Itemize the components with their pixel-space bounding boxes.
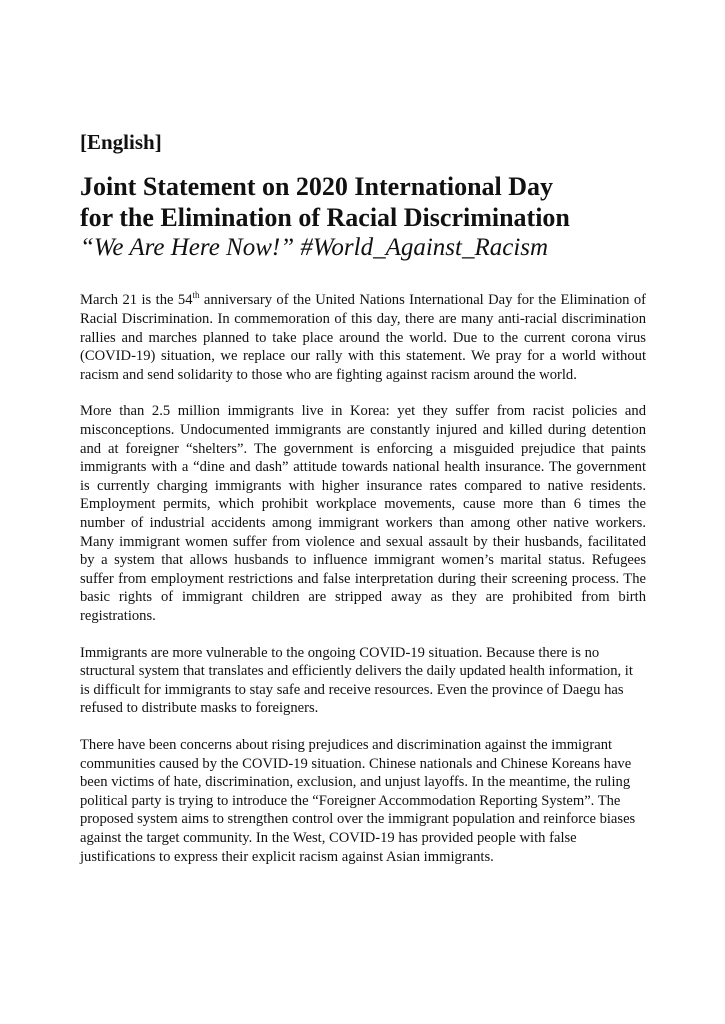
document-page: [80, 130, 646, 884]
title-line-1: Joint Statement on 2020 International Day: [80, 172, 554, 202]
paragraph-1: [80, 291, 646, 384]
language-tag: [English]: [80, 130, 162, 154]
paragraph-4: There have been concerns about rising prejudices and discrimination against the immigrant communities caused by the COVID-19 situation. Chinese nationals and Chinese Koreans have been victims of hate, discrimination, exclusion, and unjust layoffs. In the meantime, the ruling political party is trying to introduce the “Foreigner Accommodation Reporting System”. The proposed system aims to strengthen control over the immigrant population and reinforce biases against the target community. In the West, COVID-19 has provided people with false justifications to express their explicit racism against Asian immigrants.: [80, 736, 636, 865]
ordinal-suffix: th: [192, 289, 200, 300]
page-title: [80, 172, 646, 233]
title-line-2: for the Elimination of Racial Discrimination: [80, 202, 570, 232]
paragraph-2: More than 2.5 million immigrants live in Korea: yet they suffer from racist policies and misconceptions. Undocumented immigrants are constantly injured and killed during detention and at foreigner “shelters”. The government is enforcing a misguided prejudice that paints immigrants with a “dine and dash” attitude towards national health insurance. The government is currently charging immigrants with higher insurance rates compared to native residents. Employment permits, which prohibit workplace movements, cause more than 6 times the number of industrial accidents among immigrant workers than among other native workers. Many immigrant women suffer from violence and sexual assault by their husbands, facilitated by a system that allows husbands to influence immigrant women’s marital status. Refugees suffer from employment restrictions and false interpretation during their screening process. The basic rights of immigrant children are stripped away as they are prohibited from birth registrations.: [80, 403, 646, 624]
paragraph-3: Immigrants are more vulnerable to the ongoing COVID-19 situation. Because there is no structural system that translates and efficiently delivers the daily updated health information, it is difficult for immigrants to stay safe and receive resources. Even the province of Daegu has refused to distribute masks to foreigners.: [80, 644, 633, 717]
paragraph-1-start: March 21 is the 54: [80, 292, 193, 309]
paragraph-1-rest: anniversary of the United Nations International Day for the Elimination of Racial Discrimination. In commemoration of this day, there are many anti-racial discrimination rallies and marches planned to take place around the world. Due to the current corona virus (COVID-19) situation, we replace our rally with this statement. We pray for a world without racism and send solidarity to those who are fighting against racism around the world.: [80, 292, 647, 383]
page-subtitle: “We Are Here Now!” #World_Against_Racism: [80, 234, 549, 262]
